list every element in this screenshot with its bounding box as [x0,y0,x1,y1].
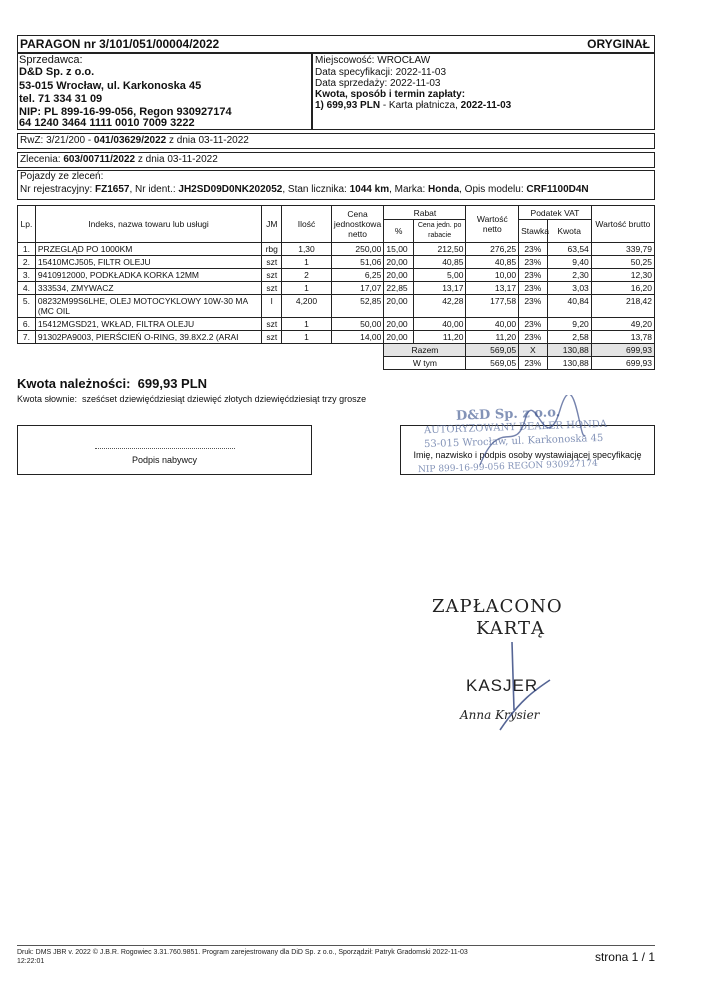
incl-rate: 23% [519,357,547,370]
payment-method: - Karta płatnicza, [380,100,461,111]
cell-lp: 6. [18,318,36,331]
cell-disc: 40,00 [413,318,466,331]
cell-lp: 3. [18,269,36,282]
due-amount: 699,93 PLN [137,376,208,391]
cell-qty: 2 [282,269,331,282]
cell-pct: 15,00 [384,243,413,256]
cell-gross: 339,79 [591,243,654,256]
table-row [18,256,655,269]
cell-price: 17,07 [331,282,384,295]
mileage-value: 1044 km [349,184,390,195]
cell-pct: 20,00 [384,256,413,269]
cell-qty: 1 [282,331,331,344]
cell-jm: szt [262,282,282,295]
incl-row [18,357,655,370]
cell-net: 40,00 [466,318,519,331]
incl-vat: 130,88 [547,357,591,370]
footer-time: 12:22:01 [17,958,45,965]
total-label: Razem [384,344,466,357]
sale-date-line [315,78,440,89]
cell-name: 9410912000, PODKŁADKA KORKA 12MM [35,269,261,282]
cell-pct: 20,00 [384,331,413,344]
header-net-value: Wartość netto [466,206,519,243]
header-vat-amount: Kwota [547,220,591,243]
cell-disc: 212,50 [413,243,466,256]
cell-jm: szt [262,269,282,282]
cell-lp: 7. [18,331,36,344]
cell-vat: 2,58 [547,331,591,344]
paid-stamp-line-1: ZAPŁACONO [432,596,563,617]
cell-name: PRZEGLĄD PO 1000KM [35,243,261,256]
total-net: 569,05 [466,344,519,357]
reg-label: Nr rejestracyjny: [20,184,96,195]
make-value: Honda [428,184,460,195]
table-row [18,282,655,295]
cell-net: 276,25 [466,243,519,256]
footer-rule [17,945,655,946]
cell-name: 15410MCJ505, FILTR OLEJU [35,256,261,269]
header-lp: Lp. [18,206,36,243]
cell-qty: 1 [282,282,331,295]
seller-address: 53-015 Wrocław, ul. Karkonoska 45 [19,80,202,92]
total-spacer [18,344,384,357]
cell-price: 50,00 [331,318,384,331]
table-row [18,295,655,318]
header-discount: Rabat [384,206,466,220]
incl-gross: 699,93 [591,357,654,370]
header-jm: JM [262,206,282,243]
items-table [17,205,655,370]
seller-phone: tel. 71 334 31 09 [19,93,103,105]
cell-price: 52,85 [331,295,384,318]
footer-print-info: Druk: DMS JBR v. 2022 © J.B.R. Rogowiec 3.31.760.9851. Program zarejestrowany dla DiD Sp. z o.o., Sporządził: Patryk Gradomski 2022-11-03 [17,949,468,956]
cell-price: 6,25 [331,269,384,282]
cell-net: 177,58 [466,295,519,318]
cell-disc: 40,85 [413,256,466,269]
cell-vat: 9,40 [547,256,591,269]
cell-name: 15412MGSD21, WKŁAD, FILTRA OLEJU [35,318,261,331]
cell-disc: 5,00 [413,269,466,282]
order-line [20,154,218,165]
total-vat: 130,88 [547,344,591,357]
cell-name: 91302PA9003, PIERŚCIEŃ O-RING, 39.8X2.2 (ARAI [35,331,261,344]
header-disc-price: Cena jedn. po rabacie [413,220,466,243]
total-rate: X [519,344,547,357]
cell-pct: 20,00 [384,318,413,331]
cell-jm: szt [262,318,282,331]
header-vat: Podatek VAT [519,206,592,220]
header-name: Indeks, nazwa towaru lub usługi [35,206,261,243]
seller-label: Sprzedawca: [19,54,83,66]
cell-lp: 2. [18,256,36,269]
payment-amount: 1) 699,93 PLN [315,100,381,111]
cell-gross: 50,25 [591,256,654,269]
cashier-signature: Anna Krysier [460,708,540,722]
cell-price: 250,00 [331,243,384,256]
due-words: sześćset dziewięćdziesiąt dziewięć złotych dziewięćdziesiąt trzy grosze [82,394,367,404]
cashier-signature-stroke [490,640,560,760]
cell-qty: 4,200 [282,295,331,318]
order-number: 603/00711/2022 [63,154,136,165]
vehicle-heading: Pojazdy ze zleceń: [20,171,104,182]
cell-jm: rbg [262,243,282,256]
make-label: , Marka: [389,184,429,195]
spec-date-label: Data specyfikacji: [315,67,393,78]
header-rate: Stawka [519,220,547,243]
stamp-line-3: 53-015 Wrocław, ul. Karkonoska 45 [423,432,604,451]
stamp-line-1: D&D Sp. z o.o. [455,405,561,424]
payment-heading: Kwota, sposób i termin zapłaty: [315,89,466,100]
sale-date-value: 2022-11-03 [390,78,441,89]
cell-price: 14,00 [331,331,384,344]
order-prefix: Zlecenia: [20,154,64,165]
rwz-prefix: RwZ: 3/21/200 - [20,135,94,146]
cashier-label: KASJER [466,676,539,695]
cell-net: 11,20 [466,331,519,344]
due-label: Kwota należności: [17,376,131,391]
cell-rate: 23% [519,318,547,331]
cell-disc: 42,28 [413,295,466,318]
cell-pct: 20,00 [384,269,413,282]
paid-stamp-line-2: KARTĄ [476,618,545,639]
header-gross: Wartość brutto [591,206,654,243]
place-value: WROCŁAW [377,55,431,66]
cell-price: 51,06 [331,256,384,269]
seller-nip: NIP: PL 899-16-99-056, Regon 930927174 [19,106,232,118]
cell-rate: 23% [519,243,547,256]
vehicle-line [20,184,589,195]
cell-vat: 63,54 [547,243,591,256]
buyer-signature-label: Podpis nabywcy [131,455,198,465]
cell-name: 08232M99S6LHE, OLEJ MOTOCYKLOWY 10W-30 MA (MC OIL [35,295,261,318]
items-body [18,243,655,344]
seller-name: D&D Sp. z o.o. [19,66,95,78]
buyer-signature-box [17,425,312,475]
seller-account: 64 1240 3464 1111 0010 7009 3222 [19,117,195,129]
cell-qty: 1 [282,256,331,269]
cell-pct: 20,00 [384,295,413,318]
cell-jm: szt [262,331,282,344]
order-suffix: z dnia 03-11-2022 [135,154,218,165]
mileage-label: , Stan licznika: [282,184,350,195]
place-label: Miejscowość: [315,55,375,66]
due-line [17,376,207,391]
stamp-line-2: AUTORYZOWANY DEALER HONDA [423,418,608,437]
payment-line [315,100,511,111]
cell-qty: 1 [282,318,331,331]
stamp-line-4: NIP 899-16-99-056 REGON 930927174 [417,458,598,476]
cell-name: 333534, ZMYWACZ [35,282,261,295]
issuer-signature-label: Imię, nazwisko i podpis osoby wystawiającej specyfikację [413,450,642,460]
cell-vat: 9,20 [547,318,591,331]
reg-value: FZ1657 [95,184,130,195]
vin-label: , Nr ident.: [129,184,179,195]
stamp-signature-scribble [470,395,590,475]
header-pct: % [384,220,413,243]
due-words-line [17,394,366,404]
incl-label: W tym [384,357,466,370]
cell-gross: 49,20 [591,318,654,331]
due-words-label: Kwota słownie: [17,394,78,404]
cell-vat: 3,03 [547,282,591,295]
cell-net: 40,85 [466,256,519,269]
original-label: ORYGINAŁ [587,37,650,51]
cell-gross: 16,20 [591,282,654,295]
total-row [18,344,655,357]
cell-jm: szt [262,256,282,269]
header-unit-price: Cena jednostkowa netto [331,206,384,243]
page-number: strona 1 / 1 [594,950,655,964]
cell-lp: 5. [18,295,36,318]
cell-gross: 12,30 [591,269,654,282]
cell-jm: l [262,295,282,318]
spec-date-value: 2022-11-03 [395,67,447,78]
header-qty: Ilość [282,206,331,243]
payment-date: 2022-11-03 [460,100,512,111]
rwz-number: 041/03629/2022 [93,135,167,146]
table-row [18,269,655,282]
cell-net: 10,00 [466,269,519,282]
cell-disc: 13,17 [413,282,466,295]
table-row [18,318,655,331]
cell-qty: 1,30 [282,243,331,256]
incl-net: 569,05 [466,357,519,370]
spec-date-line [315,67,446,78]
rwz-suffix: z dnia 03-11-2022 [166,135,249,146]
cell-pct: 22,85 [384,282,413,295]
incl-spacer [18,357,384,370]
cell-disc: 11,20 [413,331,466,344]
model-value: CRF1100D4N [526,184,589,195]
cell-rate: 23% [519,269,547,282]
place-line [315,55,430,66]
receipt-title: PARAGON nr 3/101/051/00004/2022 [20,37,220,51]
cell-lp: 4. [18,282,36,295]
rwz-line [20,135,249,146]
sale-date-label: Data sprzedaży: [315,78,388,89]
cell-rate: 23% [519,295,547,318]
cell-net: 13,17 [466,282,519,295]
cell-gross: 13,78 [591,331,654,344]
vin-value: JH2SD09D0NK202052 [178,184,283,195]
cell-lp: 1. [18,243,36,256]
model-label: , Opis modelu: [459,184,527,195]
total-gross: 699,93 [591,344,654,357]
cell-vat: 2,30 [547,269,591,282]
cell-rate: 23% [519,256,547,269]
cell-gross: 218,42 [591,295,654,318]
table-row [18,243,655,256]
cell-rate: 23% [519,331,547,344]
table-row [18,331,655,344]
cell-rate: 23% [519,282,547,295]
cell-vat: 40,84 [547,295,591,318]
buyer-dots [95,448,235,449]
